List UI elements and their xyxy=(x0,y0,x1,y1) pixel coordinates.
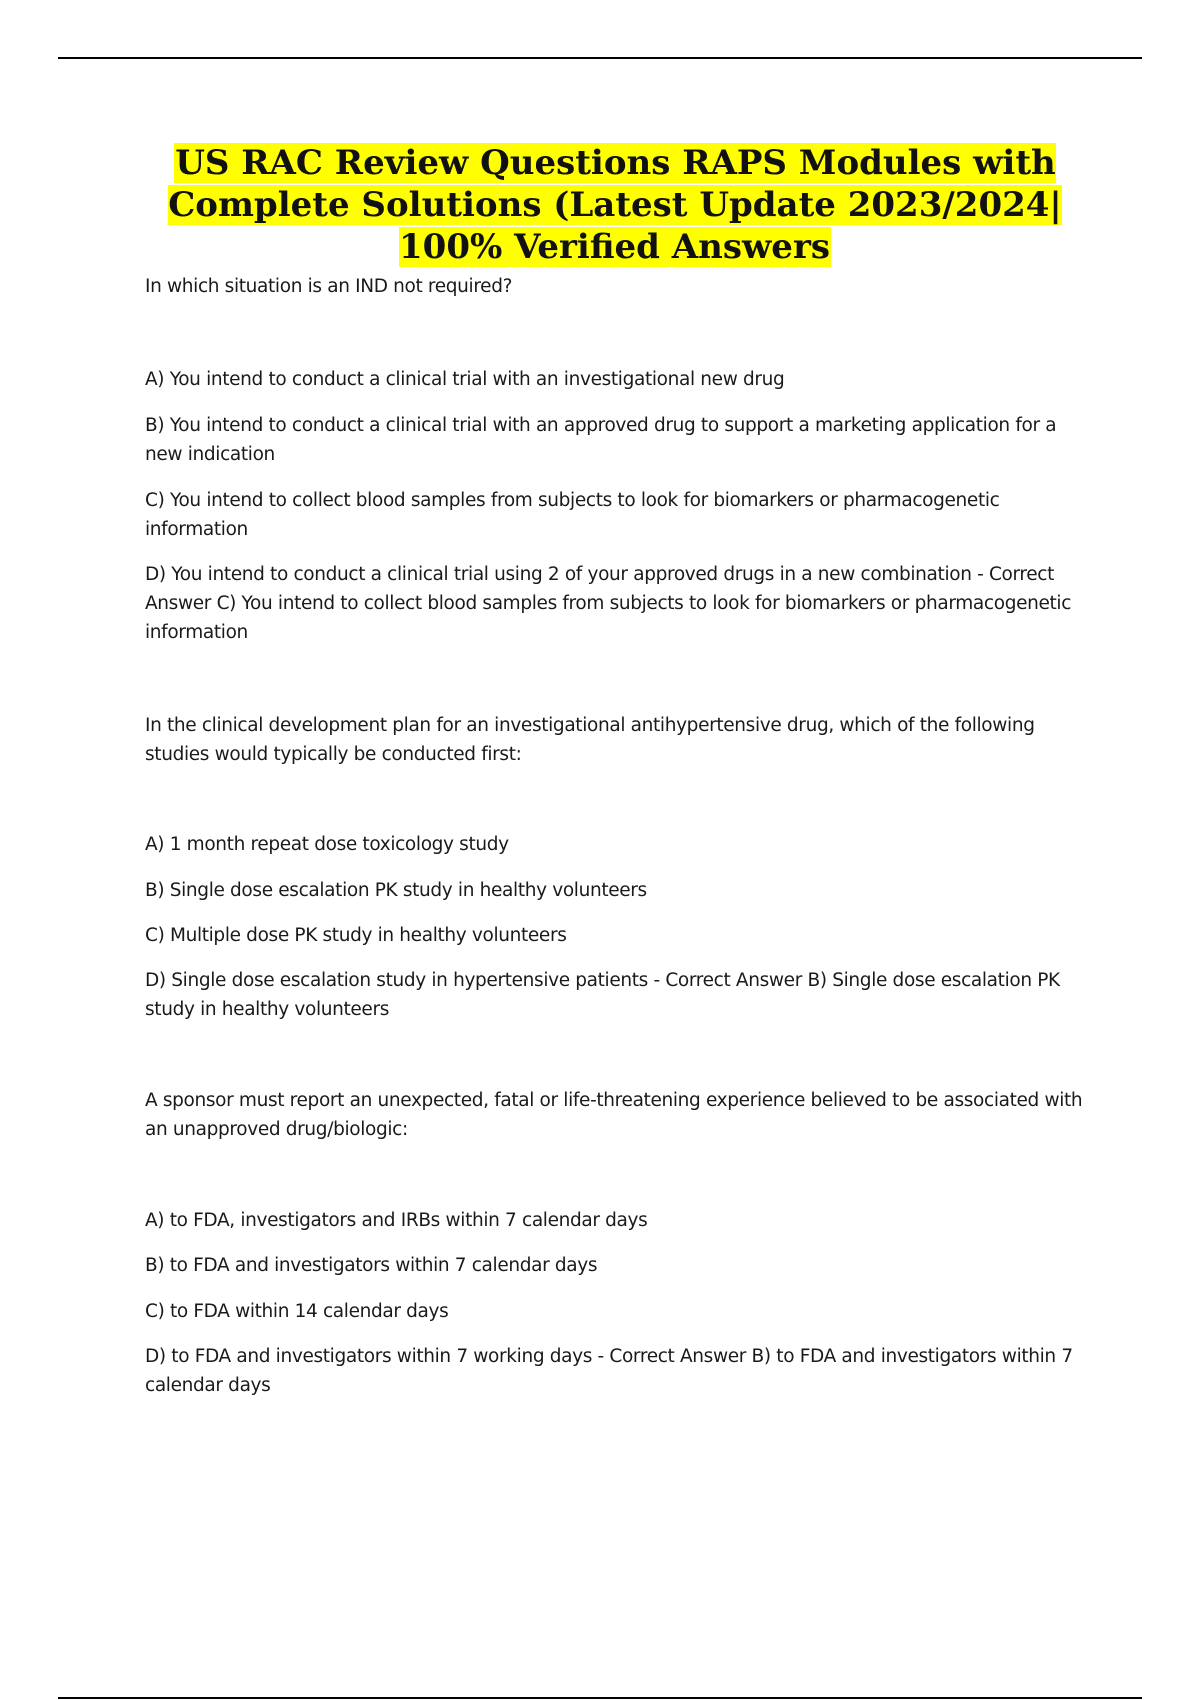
bottom-rule xyxy=(58,1697,1142,1699)
question-2-option-b: B) Single dose escalation PK study in healthy volunteers xyxy=(145,880,647,901)
question-1-option-a: A) You intend to conduct a clinical trial with an investigational new drug xyxy=(145,369,785,390)
question-1-option-c: C) You intend to collect blood samples from subjects to look for biomarkers or pharmacogenetic information xyxy=(145,490,1000,540)
document-title xyxy=(140,142,1090,268)
question-3-option-a: A) to FDA, investigators and IRBs within 7 calendar days xyxy=(145,1210,648,1231)
title-highlight: US RAC Review Questions RAPS Modules with Complete Solutions (Latest Update 2023/2024| 100% Verified Answers xyxy=(168,143,1062,267)
question-2-option-d: D) Single dose escalation study in hypertensive patients - Correct Answer B) Single dose escalation PK study in healthy volunteers xyxy=(145,970,1060,1020)
question-1-option-d: D) You intend to conduct a clinical trial using 2 of your approved drugs in a new combination - Correct Answer C) You intend to collect blood samples from subjects to look for biomarkers or pharmacogenetic information xyxy=(145,564,1072,643)
top-rule xyxy=(58,57,1142,59)
question-1-text: In which situation is an IND not required? xyxy=(145,276,513,297)
question-3-option-b: B) to FDA and investigators within 7 calendar days xyxy=(145,1255,598,1276)
question-3-text: A sponsor must report an unexpected, fatal or life-threatening experience believed to be associated with an unapproved drug/biologic: xyxy=(145,1090,1083,1140)
question-1-option-b: B) You intend to conduct a clinical trial with an approved drug to support a marketing application for a new indication xyxy=(145,415,1057,465)
question-3-option-c: C) to FDA within 14 calendar days xyxy=(145,1301,449,1322)
question-2-option-c: C) Multiple dose PK study in healthy volunteers xyxy=(145,925,567,946)
question-3-option-d: D) to FDA and investigators within 7 working days - Correct Answer B) to FDA and investigators within 7 calendar days xyxy=(145,1346,1073,1396)
question-2-option-a: A) 1 month repeat dose toxicology study xyxy=(145,834,509,855)
question-2-text: In the clinical development plan for an investigational antihypertensive drug, which of the following studies would typically be conducted first: xyxy=(145,715,1035,765)
